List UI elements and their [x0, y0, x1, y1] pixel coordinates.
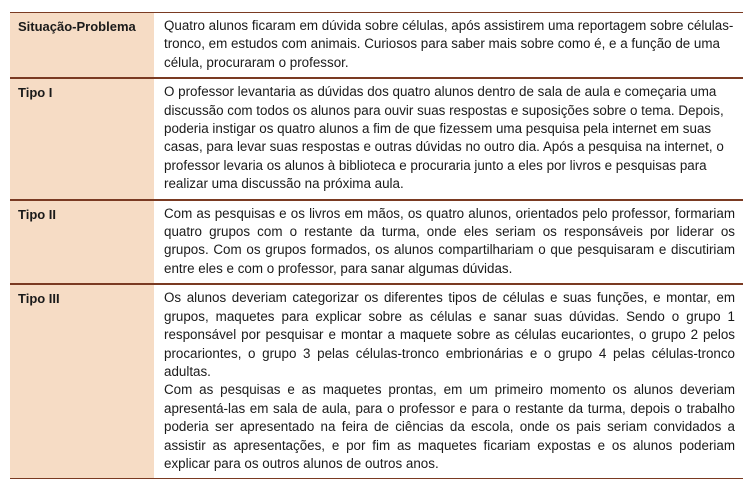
row-paragraph: Com as pesquisas e as maquetes prontas, em um primeiro momento os alunos deveriam apresentá-las em sala de aula, para o professor e para o restante da turma, depois o trabalho poderia ser apresentado na feira de ciências da escola, onde os pais seriam convidados a assistir as apresentações, e por fim as maquetes ficariam expostas e os alunos poderiam explicar para os outros alunos de outros anos. [164, 382, 735, 471]
row-label: Tipo I [10, 79, 154, 198]
table-row-tipo-iii [10, 283, 743, 478]
row-label: Tipo II [10, 201, 154, 284]
row-label: Situação-Problema [10, 13, 154, 77]
row-paragraph: Quatro alunos ficaram em dúvida sobre células, após assistirem uma reportagem sobre células-tronco, em estudos com animais. Curiosos para saber mais sobre como é, e a função de uma célula, procuraram o professor. [164, 18, 734, 70]
situation-table [10, 12, 743, 479]
row-label: Tipo III [10, 285, 154, 478]
table-row-tipo-i [10, 77, 743, 198]
row-paragraph: Os alunos deveriam categorizar os diferentes tipos de células e suas funções, e montar, em grupos, maquetes para explicar sobre as células e sanar suas dúvidas. Sendo o grupo 1 responsável por pesquisar e montar a maquete sobre as células eucariontes, o grupo 2 pelos procariontes, o grupo 3 pelas células-tronco embrionárias e o grupo 4 pelas células-tronco adultas. [164, 290, 735, 379]
row-content [154, 79, 743, 198]
row-content [154, 13, 743, 77]
row-content [154, 285, 743, 478]
row-paragraph: Com as pesquisas e os livros em mãos, os quatro alunos, orientados pelo professor, formariam quatro grupos com o restante da turma, onde eles seriam os responsáveis por liderar os grupos. Com os grupos formados, os alunos compartilhariam o que pesquisaram e discutiriam entre eles e com o professor, para sanar algumas dúvidas. [164, 205, 735, 276]
row-paragraph: O professor levantaria as dúvidas dos quatro alunos dentro de sala de aula e começaria uma discussão com todos os alunos para ouvir suas respostas e suposições sobre o tema. Depois, poderia instigar os quatro alunos a fim de que fizessem uma pesquisa pela internet em suas casas, para levar suas respostas e outras dúvidas no outro dia. Após a pesquisa na internet, o professor levaria os alunos à biblioteca e procuraria junto a eles por livros e pesquisas para realizar uma discussão na próxima aula. [164, 84, 724, 192]
row-content [154, 201, 743, 284]
table-row-tipo-ii [10, 199, 743, 284]
table-row-situacao-problema [10, 13, 743, 77]
